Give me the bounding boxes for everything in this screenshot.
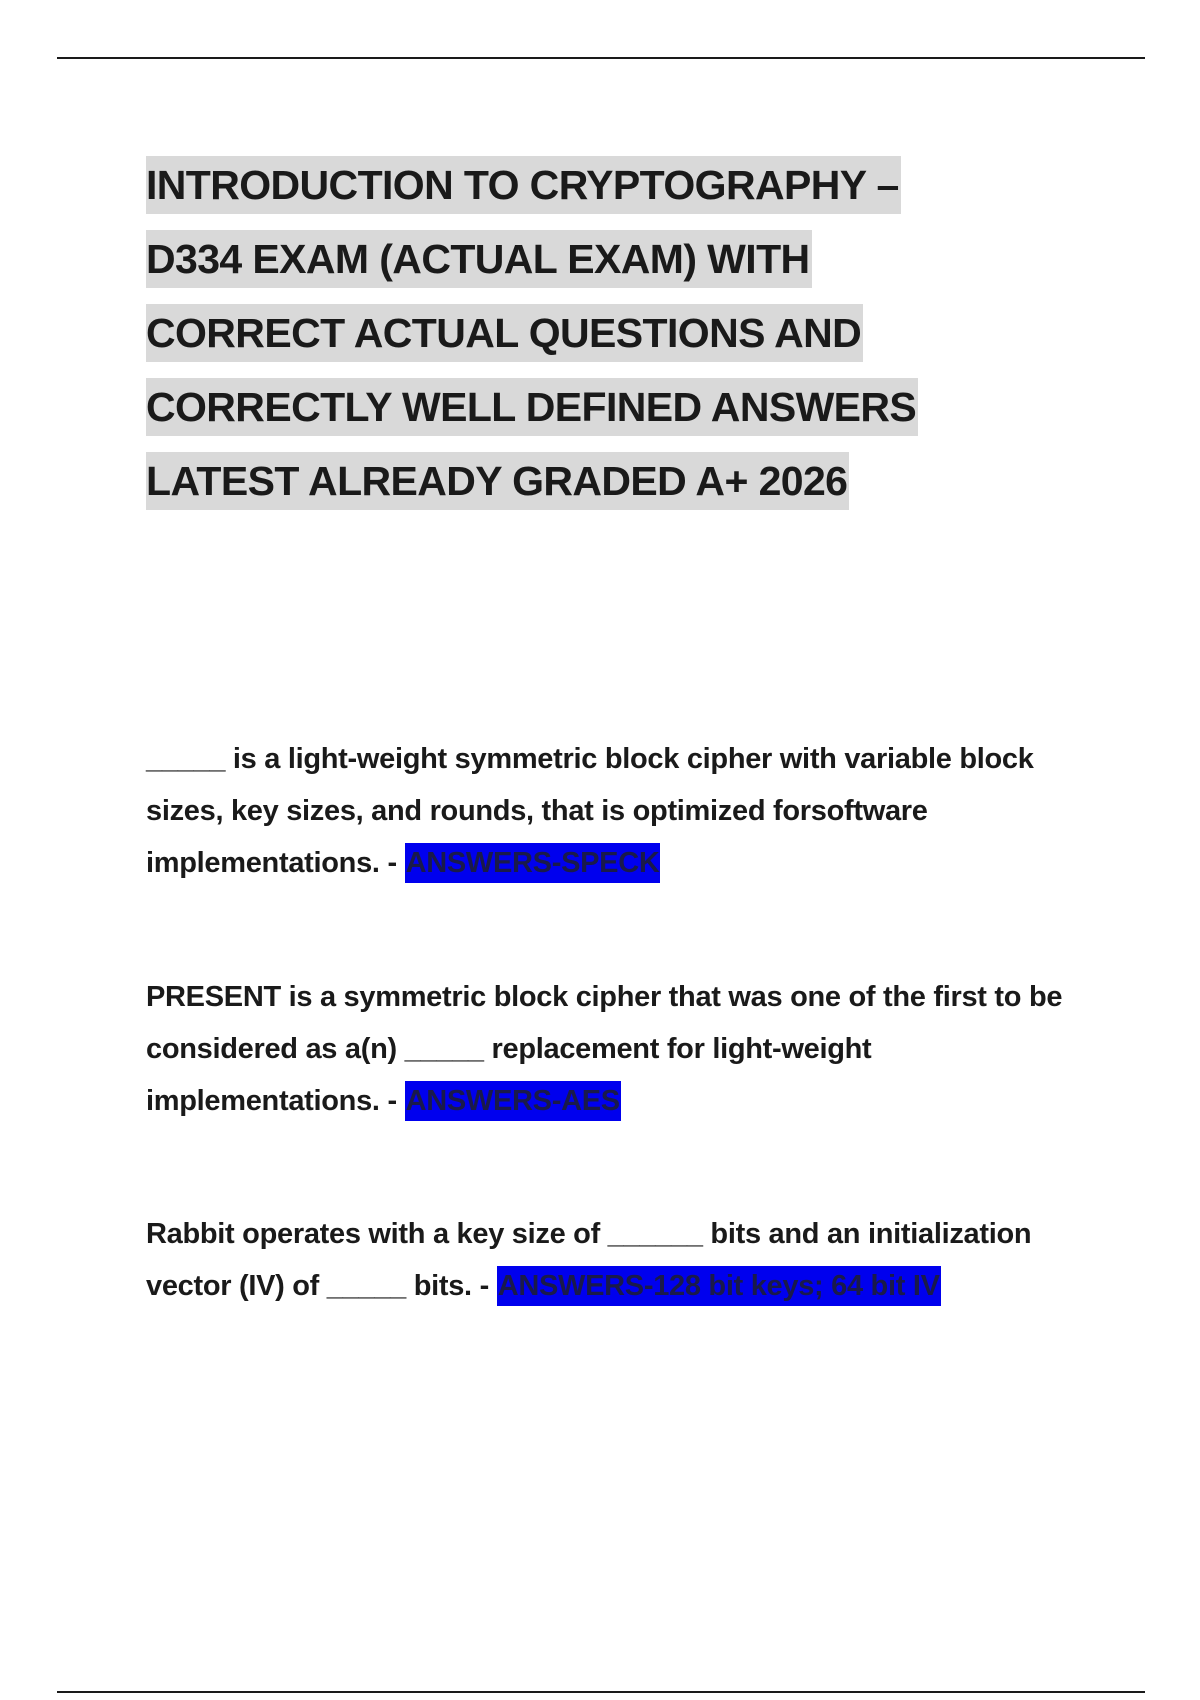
bottom-rule — [57, 1691, 1145, 1693]
question-text: Rabbit operates with a key size of ______ bits and an initialization vector (IV) of _____ bits. - — [146, 1218, 1032, 1302]
answer-highlight: ANSWERS-AES — [405, 1081, 621, 1121]
document-title — [146, 148, 1046, 518]
title-line — [146, 148, 1046, 222]
question-text: _____ is a light-weight symmetric block cipher with variable block sizes, key sizes, and rounds, that is optimized forsoftware implementations. - — [146, 743, 1034, 879]
title-line — [146, 370, 1046, 444]
title-line-text: CORRECT ACTUAL QUESTIONS AND — [146, 304, 863, 362]
question-text: PRESENT is a symmetric block cipher that was one of the first to be considered as a(n) _____ replacement for light-weight implementations. - — [146, 981, 1063, 1117]
answer-highlight: ANSWERS-128 bit keys; 64 bit IV — [497, 1266, 941, 1306]
title-line — [146, 444, 1046, 518]
title-line-text: CORRECTLY WELL DEFINED ANSWERS — [146, 378, 918, 436]
title-line-text: D334 EXAM (ACTUAL EXAM) WITH — [146, 230, 812, 288]
title-line — [146, 296, 1046, 370]
answer-highlight: ANSWERS-SPECK — [405, 843, 661, 883]
question-block — [146, 733, 1066, 889]
question-block — [146, 971, 1066, 1127]
question-block — [146, 1208, 1066, 1312]
title-line-text: LATEST ALREADY GRADED A+ 2026 — [146, 452, 849, 510]
title-line-text: INTRODUCTION TO CRYPTOGRAPHY – — [146, 156, 901, 214]
title-line — [146, 222, 1046, 296]
top-rule — [57, 57, 1145, 59]
